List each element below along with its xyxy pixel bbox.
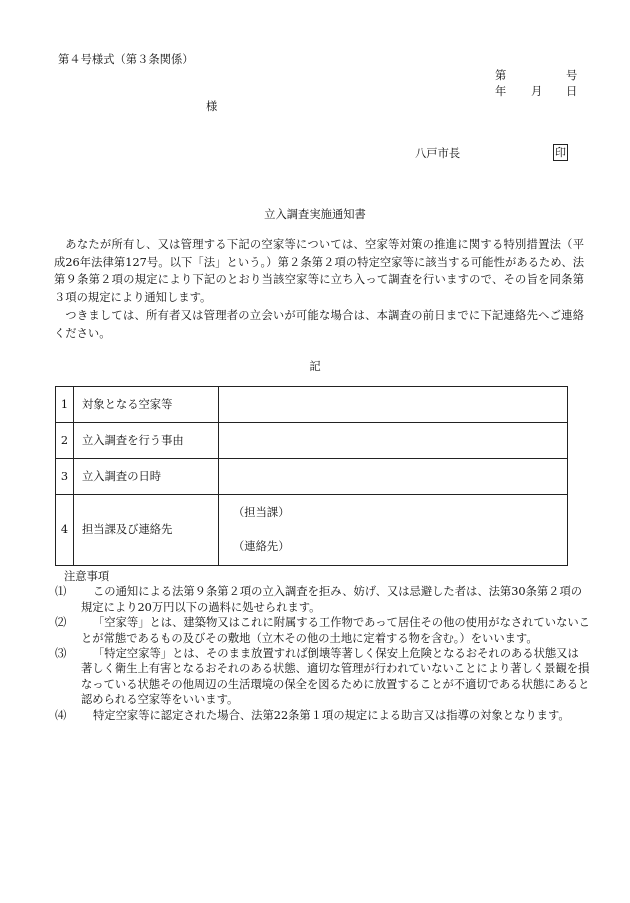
date-day-label: 日 xyxy=(566,85,578,98)
contact-label: （連絡先） xyxy=(233,540,290,553)
document-title: 立入調査実施通知書 xyxy=(264,208,366,221)
body-paragraph-1: あなたが所有し、又は管理する下記の空家等については、空家等対策の推進に関する特別措置法（平成26年法律第127号。以下「法」という。）第２条第２項の特定空家等に該当する可能性があるため、法第９条第２項の規定により下記のとおり当該空家等に立ち入って調査を行いますので、その旨を同条第３項の規定により通知します。 xyxy=(54,238,584,305)
addressee-honorific: 様 xyxy=(206,100,218,113)
note-text: この通知による法第９条第２項の立入調査を拒み、妨げ、又は忌避した者は、法第30条第２項の規定により20万円以下の過料に処せられます。 xyxy=(81,585,583,614)
note-item xyxy=(55,584,590,615)
row-value xyxy=(219,423,568,459)
issuer-name: 八戸市長 xyxy=(415,147,461,160)
details-table xyxy=(55,386,568,566)
row-label: 対象となる空家等 xyxy=(74,387,219,423)
row-number: 4 xyxy=(56,495,74,566)
notes-section xyxy=(55,569,590,723)
form-number: 第４号様式（第３条関係） xyxy=(58,53,194,66)
row-label: 立入調査を行う事由 xyxy=(74,423,219,459)
note-number: ⑶ xyxy=(55,647,67,661)
table-row xyxy=(56,387,568,423)
row-label: 立入調査の日時 xyxy=(74,459,219,495)
table-row xyxy=(56,495,568,566)
note-text: 「空家等」とは、建築物又はこれに附属する工作物であって居住その他の使用がなされていないことが常態であるもの及びその敷地（立木その他の土地に定着する物を含む。）をいいます。 xyxy=(81,616,590,645)
note-text: 「特定空家等」とは、そのまま放置すれば倒壊等著しく保安上危険となるおそれのある状態又は著しく衛生上有害となるおそれのある状態、適切な管理が行われていないことにより著しく景観を損なっている状態その他周辺の生活環境の保全を図るために放置することが不適切である状態にあると認められる空家等をいいます。 xyxy=(81,647,590,707)
row-number: 2 xyxy=(56,423,74,459)
note-text: 特定空家等に認定された場合、法第22条第１項の規定による助言又は指導の対象となります。 xyxy=(93,708,570,722)
row-label: 担当課及び連絡先 xyxy=(74,495,219,566)
row-number: 3 xyxy=(56,459,74,495)
document-number-label: 第 xyxy=(495,69,507,82)
date-month-label: 月 xyxy=(531,85,543,98)
seal-mark: 印 xyxy=(555,146,566,159)
document-number-suffix: 号 xyxy=(566,69,578,82)
table-row xyxy=(56,423,568,459)
department-label: （担当課） xyxy=(233,506,290,519)
note-number: ⑷ xyxy=(55,708,67,722)
date-year-label: 年 xyxy=(495,85,507,98)
notes-heading: 注意事項 xyxy=(64,570,110,583)
note-number: ⑴ xyxy=(55,585,67,599)
row-value xyxy=(219,495,568,566)
note-item xyxy=(55,646,590,708)
ki-heading: 記 xyxy=(309,360,321,373)
row-number: 1 xyxy=(56,387,74,423)
body-paragraph-2: つきましては、所有者又は管理者の立会いが可能な場合は、本調査の前日までに下記連絡先へご連絡ください。 xyxy=(54,309,584,340)
note-item xyxy=(55,615,590,646)
row-value xyxy=(219,387,568,423)
row-value xyxy=(219,459,568,495)
note-number: ⑵ xyxy=(55,616,67,630)
table-row xyxy=(56,459,568,495)
note-item xyxy=(55,708,590,723)
